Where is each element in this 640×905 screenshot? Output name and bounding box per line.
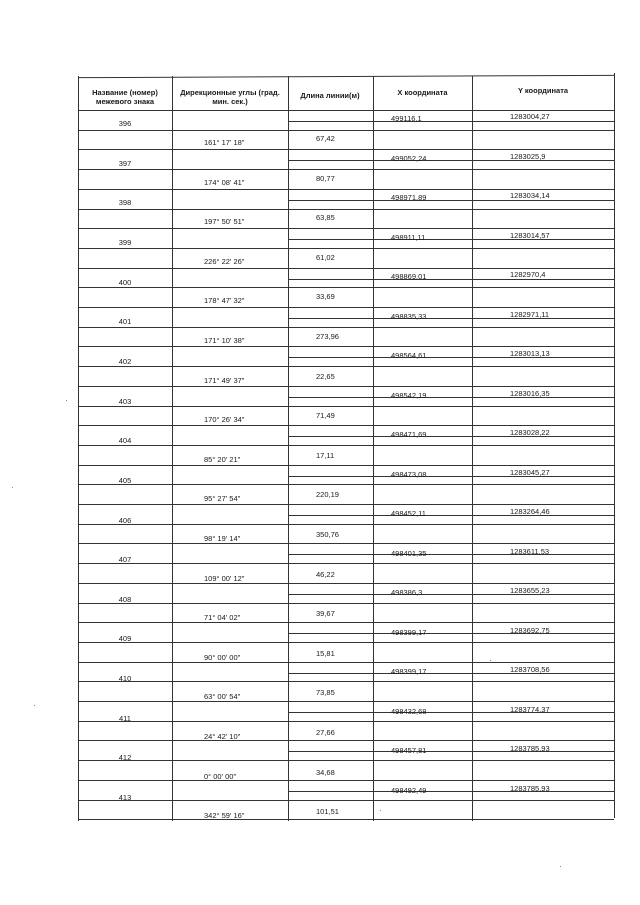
- point-name: 411: [119, 713, 131, 723]
- column-border: [288, 76, 289, 821]
- segment-angle: 161° 17' 18": [204, 138, 245, 147]
- row-divider: [78, 248, 614, 249]
- point-x: 498401,35: [391, 548, 427, 558]
- point-y: 1283034,14: [510, 191, 550, 200]
- point-x: 498542,19: [391, 390, 427, 400]
- column-border: [472, 76, 473, 821]
- point-y: 1283004,27: [510, 112, 550, 121]
- segment-angle: 109° 00' 12": [204, 573, 245, 583]
- point-name: 406: [118, 515, 132, 525]
- scan-speck: [380, 810, 381, 811]
- point-y: 1283785,93: [510, 744, 550, 753]
- row-divider: [78, 228, 614, 229]
- header-angle: Дирекционные углы (град. мин. сек.): [180, 88, 280, 106]
- segment-length: 350,76: [316, 530, 339, 539]
- row-divider: [78, 366, 614, 367]
- segment-length: 220,19: [316, 490, 339, 500]
- point-x: 498971,89: [391, 193, 427, 202]
- point-y: 1283264,46: [510, 507, 550, 516]
- row-divider: [78, 622, 614, 623]
- segment-length: 46,22: [316, 569, 335, 579]
- segment-angle: 174° 08' 41": [204, 177, 245, 187]
- segment-length: 67,42: [316, 134, 335, 143]
- segment-length: 71,49: [316, 411, 335, 421]
- header-x: X координата: [397, 88, 448, 97]
- row-divider: [78, 189, 614, 190]
- row-divider: [78, 819, 614, 820]
- point-name: 407: [118, 555, 132, 565]
- point-name: 403: [118, 396, 132, 406]
- point-y: 1282971,11: [510, 309, 550, 319]
- row-divider: [78, 406, 614, 407]
- segment-length: 22,65: [316, 371, 335, 381]
- point-name: 409: [118, 634, 132, 644]
- point-name: 400: [118, 277, 132, 287]
- segment-angle: 171° 49' 37": [204, 375, 245, 385]
- segment-length: 63,85: [316, 213, 335, 223]
- row-divider: [78, 780, 614, 781]
- row-divider: [78, 327, 614, 328]
- point-y: 1283016,35: [510, 388, 550, 398]
- point-x: 498492,49: [391, 785, 427, 795]
- point-x: 498869,01: [391, 272, 427, 281]
- row-divider: [78, 662, 614, 663]
- segment-angle: 71° 04' 02": [204, 613, 241, 623]
- scan-speck: [34, 705, 35, 706]
- point-x: 499116,1: [391, 114, 422, 123]
- point-name: 397: [118, 158, 132, 168]
- row-divider: [78, 583, 614, 584]
- point-name: 399: [118, 237, 132, 247]
- row-divider: [78, 287, 614, 288]
- row-divider: [78, 701, 614, 702]
- column-border: [614, 73, 615, 818]
- point-x: 498452,11: [391, 509, 426, 518]
- point-x: 498399,17: [391, 667, 427, 676]
- column-border: [78, 76, 79, 821]
- segment-length: 61,02: [316, 252, 335, 262]
- segment-angle: 170° 26' 34": [204, 415, 245, 425]
- segment-angle: 98° 19' 14": [204, 534, 241, 543]
- segment-length: 73,85: [316, 688, 335, 698]
- point-y: 1283611,53: [510, 546, 550, 556]
- row-divider: [78, 386, 614, 387]
- header-y: Y координата: [517, 86, 569, 95]
- segment-angle: 0° 00' 00": [204, 771, 237, 781]
- row-divider: [78, 209, 614, 210]
- row-divider: [78, 149, 614, 150]
- point-x: 498457,81: [391, 746, 427, 755]
- column-border: [172, 76, 173, 821]
- point-y: 1283028,22: [510, 428, 550, 437]
- scan-speck: [66, 400, 67, 401]
- segment-angle: 226° 22' 26": [204, 256, 245, 266]
- segment-length: 17,11: [316, 450, 335, 460]
- row-divider: [78, 169, 614, 170]
- segment-length: 15,81: [316, 648, 335, 658]
- segment-length: 34,68: [316, 767, 335, 777]
- point-x: 498911,11: [391, 232, 426, 242]
- segment-length: 33,69: [316, 292, 335, 302]
- point-y: 1283785,93: [510, 783, 550, 793]
- point-y: 1282970,4: [510, 270, 546, 279]
- segment-angle: 85° 20' 21": [204, 454, 241, 464]
- point-x: 498473,08: [391, 469, 427, 479]
- segment-angle: 95° 27' 54": [204, 494, 241, 504]
- row-divider: [288, 121, 614, 122]
- column-border: [373, 76, 374, 821]
- point-y: 1283774,37: [510, 704, 550, 714]
- point-name: 413: [118, 793, 132, 803]
- point-name: 396: [118, 119, 132, 128]
- segment-length: 27,66: [316, 728, 335, 737]
- row-divider: [288, 160, 614, 161]
- point-y: 1283025,9: [510, 151, 546, 161]
- segment-angle: 342° 59' 16": [204, 811, 245, 821]
- point-y: 1283708,56: [510, 665, 550, 674]
- segment-length: 101,51: [316, 807, 339, 817]
- header-length: Длина линии(м): [300, 91, 360, 100]
- point-name: 401: [118, 317, 132, 327]
- segment-angle: 171° 10' 38": [204, 336, 245, 345]
- scan-speck: [560, 866, 561, 867]
- point-x: 498471,69: [391, 430, 427, 439]
- row-divider: [78, 504, 614, 505]
- point-y: 1283692,75: [510, 625, 550, 635]
- segment-length: 39,67: [316, 609, 335, 619]
- segment-length: 80,77: [316, 173, 335, 183]
- segment-angle: 24° 42' 10": [204, 732, 241, 741]
- segment-length: 273,96: [316, 332, 339, 341]
- scan-speck: [490, 660, 491, 661]
- segment-angle: 197° 50' 51": [204, 217, 245, 227]
- segment-angle: 63° 00' 54": [204, 692, 241, 702]
- row-divider: [78, 130, 614, 131]
- segment-angle: 90° 00' 00": [204, 652, 241, 662]
- point-name: 408: [118, 594, 132, 604]
- point-x: 498835,33: [391, 311, 427, 321]
- point-x: 498386,3: [391, 588, 423, 597]
- row-divider: [78, 740, 614, 741]
- segment-angle: 178° 47' 32": [204, 296, 245, 306]
- point-name: 404: [118, 436, 132, 446]
- point-y: 1283045,27: [510, 467, 550, 477]
- point-name: 402: [118, 356, 132, 366]
- point-y: 1283655,23: [510, 586, 550, 595]
- point-x: 498564,61: [391, 351, 427, 360]
- point-name: 405: [118, 475, 132, 485]
- point-y: 1283013,13: [510, 349, 550, 358]
- row-divider: [78, 307, 614, 308]
- row-divider: [78, 268, 614, 269]
- point-x: 498432,68: [391, 706, 427, 716]
- point-name: 410: [118, 674, 132, 684]
- row-divider: [78, 425, 614, 426]
- point-name: 412: [118, 753, 132, 763]
- header-bottom-border: [78, 110, 614, 111]
- row-divider: [78, 346, 614, 347]
- row-divider: [78, 543, 614, 544]
- point-name: 398: [118, 198, 132, 208]
- row-divider: [78, 465, 614, 466]
- header-name: Название (номер) межевого знака: [92, 88, 158, 106]
- point-y: 1283014,57: [510, 230, 550, 240]
- header-top-border: [78, 75, 614, 78]
- point-x: 499052,24: [391, 153, 427, 163]
- scan-speck: [12, 487, 13, 488]
- point-x: 498399,17: [391, 627, 427, 637]
